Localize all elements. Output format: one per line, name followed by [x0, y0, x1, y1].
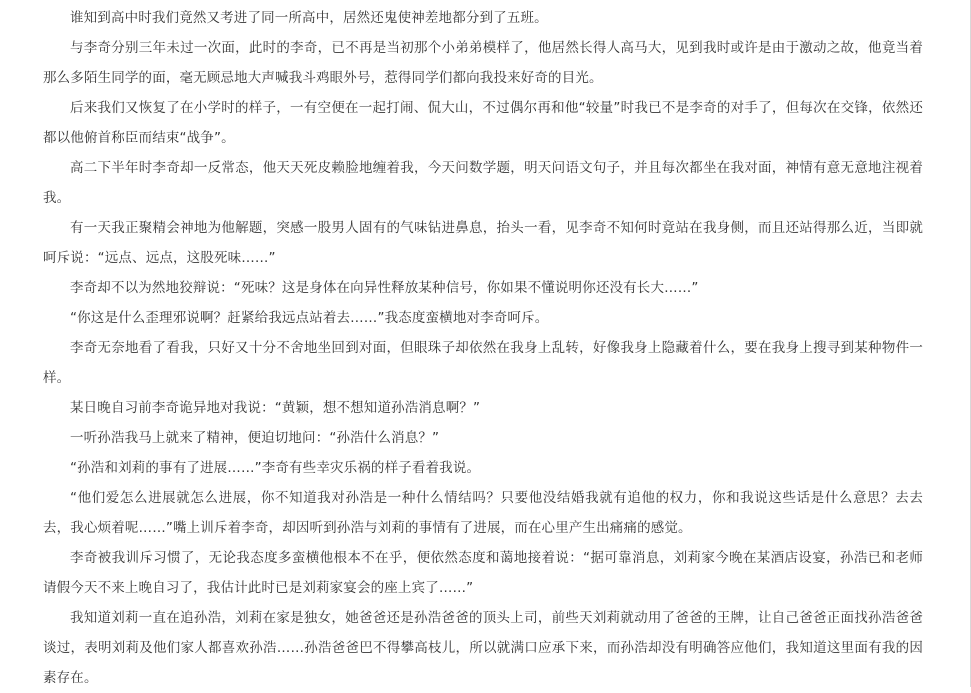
paragraph: 某日晚自习前李奇诡异地对我说：“黄颖，想不想知道孙浩消息啊？” — [70, 400, 481, 416]
paragraph: “你这是什么歪理邪说啊？赶紧给我远点站着去……”我态度蛮横地对李奇呵斥。 — [70, 310, 549, 326]
document-body — [43, 3, 923, 693]
paragraph: 谁知到高中时我们竟然又考进了同一所高中，居然还鬼使神差地都分到了五班。 — [70, 10, 548, 26]
paragraph: 有一天我正聚精会神地为他解题，突感一股男人固有的气味钻进鼻息，抬头一看，见李奇不知何时竟站在我身侧，而且还站得那么近，当即就呵斥说：“远点、远点，这股死味……” — [43, 220, 923, 266]
paragraph: 一听孙浩我马上就来了精神，便迫切地问：“孙浩什么消息？” — [70, 430, 440, 446]
paragraph: 高二下半年时李奇却一反常态，他天天死皮赖脸地缠着我，今天问数学题，明天问语文句子，并且每次都坐在我对面，神情有意无意地注视着我。 — [43, 160, 923, 206]
paragraph: 李奇无奈地看了看我，只好又十分不舍地坐回到对面，但眼珠子却依然在我身上乱转，好像我身上隐藏着什么，要在我身上搜寻到某种物件一样。 — [43, 340, 923, 386]
paragraph: 后来我们又恢复了在小学时的样子，一有空便在一起打闹、侃大山，不过偶尔再和他“较量”时我已不是李奇的对手了，但每次在交锋，依然还都以他俯首称臣而结束“战争”。 — [43, 100, 923, 146]
paragraph: 与李奇分别三年未过一次面，此时的李奇，已不再是当初那个小弟弟模样了，他居然长得人高马大，见到我时或许是由于激动之故，他竟当着那么多陌生同学的面，毫无顾忌地大声喊我斗鸡眼外号，惹得同学们都向我投来好奇的目光。 — [43, 40, 923, 86]
paragraph: 我知道刘莉一直在追孙浩，刘莉在家是独女，她爸爸还是孙浩爸爸的顶头上司，前些天刘莉就动用了爸爸的王牌，让自己爸爸正面找孙浩爸爸谈过，表明刘莉及他们家人都喜欢孙浩……孙浩爸爸巴不得攀高枝儿，所以就满口应承下来，而孙浩却没有明确答应他们，我知道这里面有我的因素存在。 — [43, 610, 923, 686]
paragraph: 李奇被我训斥习惯了，无论我态度多蛮横他根本不在乎，便依然态度和蔼地接着说：“据可靠消息，刘莉家今晚在某酒店设宴，孙浩已和老师请假今天不来上晚自习了，我估计此时已是刘莉家宴会的座上宾了……” — [43, 550, 923, 596]
paragraph: “他们爱怎么进展就怎么进展，你不知道我对孙浩是一种什么情结吗？只要他没结婚我就有追他的权力，你和我说这些话是什么意思？去去去，我心烦着呢……”嘴上训斥着李奇，却因听到孙浩与刘莉的事情有了进展，而在心里产生出痛痛的感觉。 — [43, 490, 923, 536]
paragraph: 李奇却不以为然地狡辩说：“死味？这是身体在向异性释放某种信号，你如果不懂说明你还没有长大……” — [70, 280, 699, 296]
paragraph: “孙浩和刘莉的事有了进展……”李奇有些幸灾乐祸的样子看着我说。 — [70, 460, 481, 476]
